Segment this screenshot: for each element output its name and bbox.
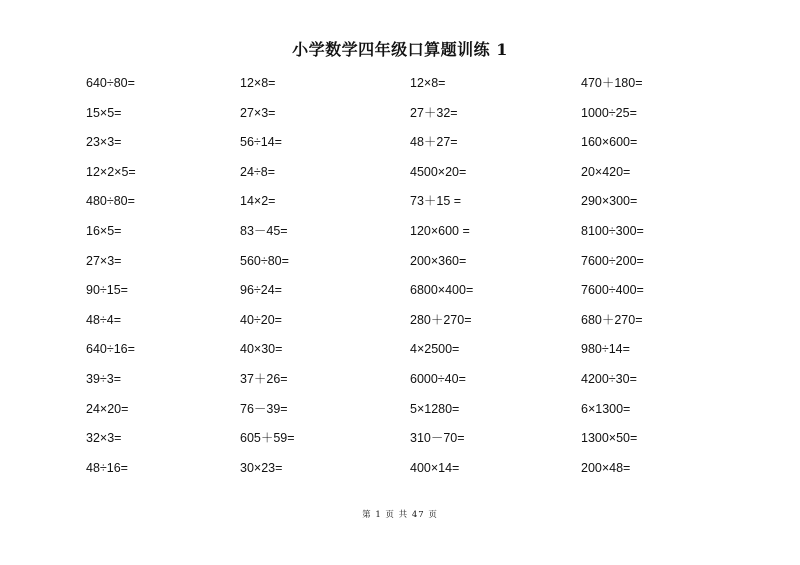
problem-item: 7600÷400= [581, 283, 644, 298]
problem-item: 40÷20= [240, 312, 282, 327]
problem-item: 200×48= [581, 460, 631, 475]
problem-item: 27＋32= [410, 105, 458, 120]
problem-item: 4200÷30= [581, 371, 637, 386]
problem-item: 24÷8= [240, 164, 276, 179]
problem-item: 640÷80= [86, 76, 135, 90]
problem-item: 6×1300= [581, 401, 631, 416]
problem-item: 48÷4= [86, 312, 122, 327]
problem-item: 32×3= [86, 431, 122, 446]
problem-item: 27×3= [240, 105, 276, 120]
problem-item: 40×30= [240, 342, 283, 357]
page-number-footer: 第 1 页 共 47 页 [362, 510, 438, 520]
problem-item: 8100÷300= [581, 223, 644, 238]
problem-item: 12×8= [240, 76, 276, 90]
problem-item: 160×600= [581, 135, 638, 150]
problem-item: 7600÷200= [581, 253, 644, 268]
problem-item: 680＋270= [581, 312, 643, 327]
page-title: 小学数学四年级口算题训练 1 [292, 40, 508, 59]
problem-grid [86, 74, 776, 488]
problem-item: 605＋59= [240, 431, 295, 446]
problem-item: 480÷80= [86, 194, 135, 209]
problem-item: 6800×400= [410, 283, 474, 298]
problem-item: 83－45= [240, 223, 288, 238]
problem-item: 76－39= [240, 401, 288, 416]
problem-item: 980÷14= [581, 342, 630, 357]
problem-item: 470＋180= [581, 76, 643, 90]
problem-item: 4×2500= [410, 342, 460, 357]
problem-item: 1000÷25= [581, 105, 637, 120]
problem-item: 290×300= [581, 194, 638, 209]
problem-item: 37＋26= [240, 371, 288, 386]
problem-item: 30×23= [240, 460, 283, 475]
problem-item: 16×5= [86, 223, 122, 238]
problem-item: 48÷16= [86, 460, 128, 475]
problem-item: 12×8= [410, 76, 446, 90]
problem-item: 23×3= [86, 135, 122, 150]
problem-item: 310－70= [410, 431, 465, 446]
problem-item: 27×3= [86, 253, 122, 268]
problem-item: 280＋270= [410, 312, 472, 327]
problem-item: 48＋27= [410, 135, 458, 150]
problem-item: 4500×20= [410, 164, 467, 179]
problem-item: 56÷14= [240, 135, 282, 150]
problem-item: 39÷3= [86, 371, 122, 386]
problem-item: 120×600 = [410, 223, 470, 238]
problem-item: 560÷80= [240, 253, 289, 268]
problem-item: 640÷16= [86, 342, 135, 357]
problem-item: 15×5= [86, 105, 122, 120]
problem-item: 400×14= [410, 460, 460, 475]
problem-item: 12×2×5= [86, 164, 136, 179]
problem-item: 14×2= [240, 194, 276, 209]
problem-item: 200×360= [410, 253, 467, 268]
problem-item: 5×1280= [410, 401, 460, 416]
problem-item: 96÷24= [240, 283, 282, 298]
problem-item: 90÷15= [86, 283, 128, 298]
problem-item: 24×20= [86, 401, 129, 416]
problem-item: 73＋15 = [410, 194, 462, 209]
problem-item: 1300×50= [581, 431, 638, 446]
problem-item: 20×420= [581, 164, 631, 179]
problem-item: 6000÷40= [410, 371, 466, 386]
